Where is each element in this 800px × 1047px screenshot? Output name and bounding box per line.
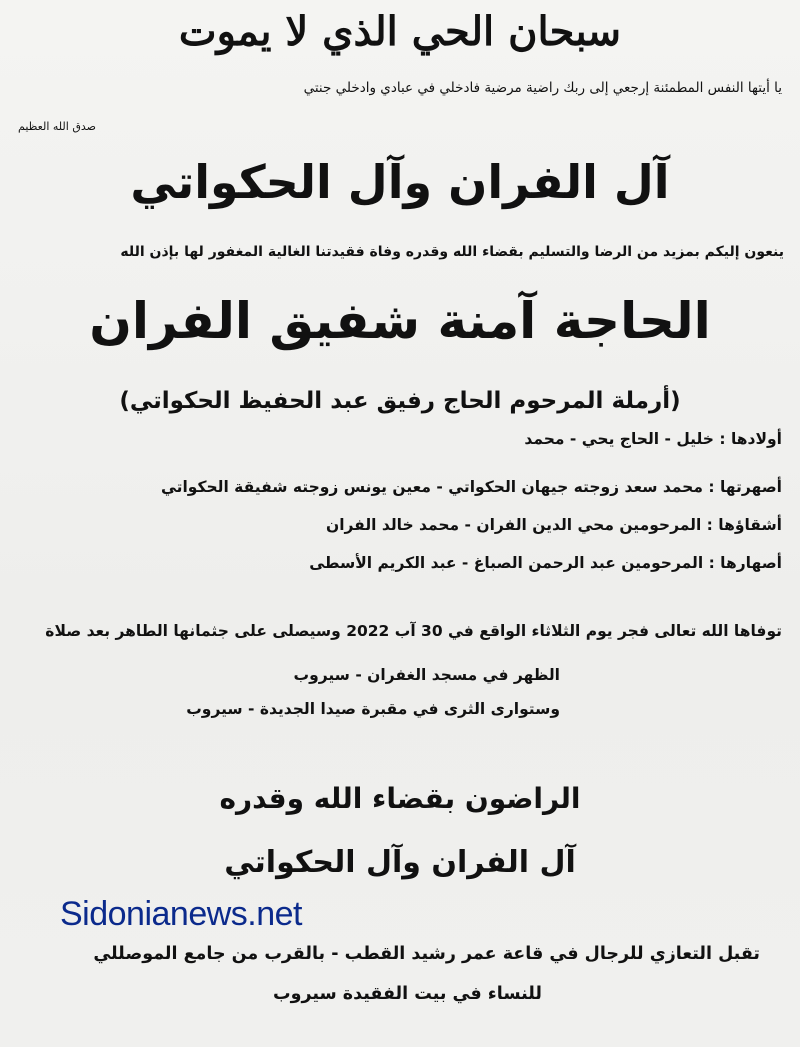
- relatives-value: المرحومين عبد الرحمن الصباغ - عبد الكريم الأسطى: [309, 554, 704, 572]
- relatives-value: محمد سعد زوجته جيهان الحكواتي - معين يونس زوجته شفيقة الحكواتي: [160, 478, 703, 496]
- verse-ending: صدق الله العظيم: [18, 120, 96, 133]
- announcement-intro: ينعون إليكم بمزيد من الرضا والتسليم بقضاء الله وقدره وفاة فقيدتنا الغالية المغفور لها بإذن الله: [120, 244, 784, 260]
- closing-family-names: آل الفران وآل الحكواتي: [224, 845, 576, 880]
- relatives-label: أشقاؤها :: [706, 516, 782, 534]
- verse-title: سبحان الحي الذي لا يموت: [178, 8, 622, 55]
- relatives-row: [326, 516, 782, 534]
- relatives-label: أولادها :: [719, 430, 782, 448]
- relatives-row: [309, 554, 782, 572]
- death-notice-line: توفاها الله تعالى فجر يوم الثلاثاء الواقع في 30 آب 2022 وسيصلى على جثمانها الطاهر بعد صلاة: [45, 622, 782, 640]
- relatives-label: أصهارها :: [708, 554, 782, 572]
- closing-phrase: الراضون بقضاء الله وقدره: [219, 782, 581, 815]
- relatives-label: أصهرتها :: [708, 478, 782, 496]
- website-watermark: Sidonianews.net: [60, 895, 303, 933]
- deceased-name: الحاجة آمنة شفيق الفران: [89, 292, 711, 350]
- death-notice-line: وستوارى الثرى في مقبرة صيدا الجديدة - سيروب: [186, 700, 560, 718]
- widow-of-line: (أرملة المرحوم الحاج رفيق عبد الحفيظ الحكواتي): [119, 388, 681, 414]
- relatives-value: خليل - الحاج يحي - محمد: [524, 430, 714, 448]
- condolences-line: تقبل التعازي للرجال في قاعة عمر رشيد القطب - بالقرب من جامع الموصللي: [93, 944, 760, 964]
- quran-verse: يا أيتها النفس المطمئنة إرجعي إلى ربك راضية مرضية فادخلي في عبادي وادخلي جنتي: [303, 80, 782, 96]
- relatives-row: [161, 478, 782, 496]
- relatives-row: [524, 430, 782, 448]
- death-notice-line: الظهر في مسجد الغفران - سيروب: [293, 666, 560, 684]
- family-names-heading: آل الفران وآل الحكواتي: [130, 155, 670, 209]
- relatives-value: المرحومين محي الدين الفران - محمد خالد الفران: [326, 516, 702, 534]
- condolences-line: للنساء في بيت الفقيدة سيروب: [272, 984, 542, 1004]
